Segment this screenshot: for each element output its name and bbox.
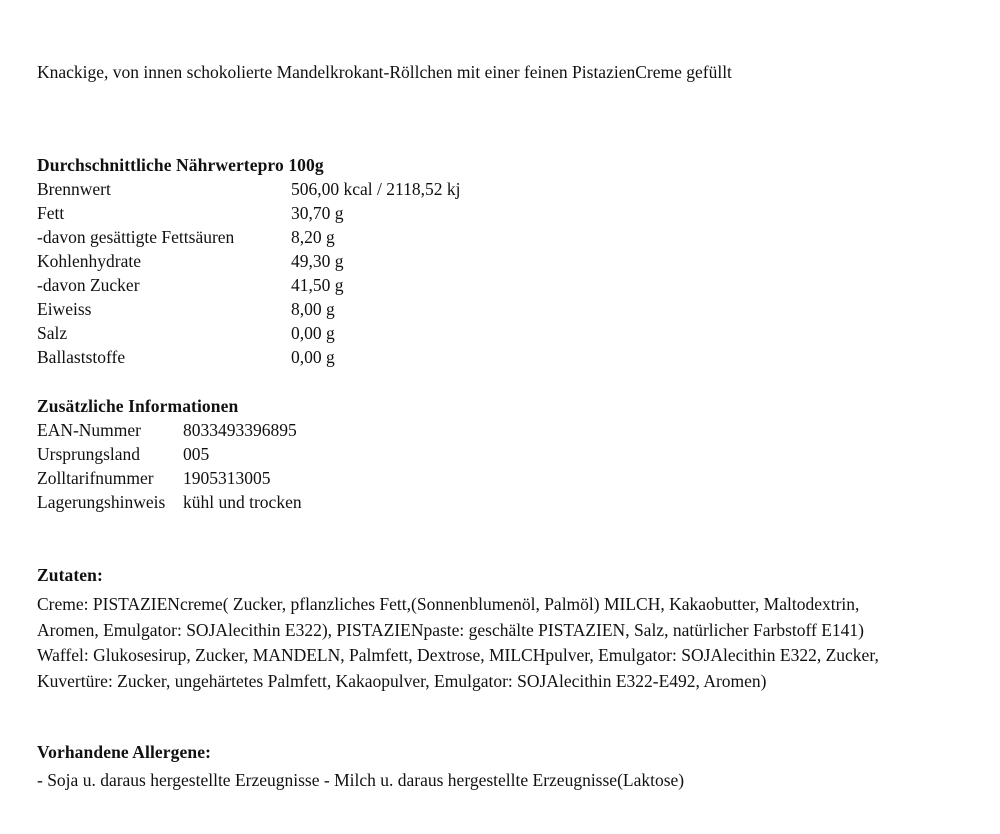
table-row: [37, 345, 460, 369]
nutrition-value: 41,50 g: [291, 275, 344, 295]
nutrition-value: 506,00 kcal / 2118,52 kj: [291, 179, 461, 199]
nutrition-table: [37, 177, 460, 369]
table-row: [37, 249, 460, 273]
nutrition-label: -davon Zucker: [37, 275, 140, 295]
nutrition-label: Kohlenhydrate: [37, 251, 141, 271]
nutrition-value: 0,00 g: [291, 347, 335, 367]
nutrition-value: 0,00 g: [291, 323, 335, 343]
table-row: [37, 418, 302, 442]
table-row: [37, 201, 460, 225]
product-description: Knackige, von innen schokolierte Mandelkrokant-Röllchen mit einer feinen PistazienCreme gefüllt: [37, 62, 732, 82]
nutrition-value: 8,00 g: [291, 299, 335, 319]
info-value: 8033493396895: [183, 420, 297, 440]
info-label: EAN-Nummer: [37, 420, 142, 440]
allergens-heading: Vorhandene Allergene:: [37, 742, 212, 762]
ingredients-section: [37, 563, 909, 694]
table-row: [37, 297, 460, 321]
additional-info-heading: Zusätzliche Informationen: [37, 396, 239, 416]
info-value: kühl und trocken: [183, 492, 302, 512]
nutrition-section: [37, 153, 557, 369]
nutrition-label: -davon gesättigte Fettsäuren: [37, 227, 235, 247]
ingredients-heading: Zutaten:: [37, 565, 103, 585]
info-value: 1905313005: [183, 468, 271, 488]
nutrition-value: 49,30 g: [291, 251, 344, 271]
table-row: [37, 273, 460, 297]
additional-info-table-body: [37, 418, 302, 514]
nutrition-value: 8,20 g: [291, 227, 335, 247]
nutrition-heading: Durchschnittliche Nährwertepro 100g: [37, 155, 324, 175]
nutrition-value: 30,70 g: [291, 203, 344, 223]
allergens-text: - Soja u. daraus hergestellte Erzeugnisse - Milch u. daraus hergestellte Erzeugnisse(Laktose): [37, 770, 685, 790]
nutrition-label: Ballaststoffe: [37, 347, 126, 367]
table-row: [37, 490, 302, 514]
additional-info-table: [37, 418, 302, 514]
table-row: [37, 177, 460, 201]
table-row: [37, 321, 460, 345]
nutrition-label: Brennwert: [37, 179, 111, 199]
allergens-section: [37, 740, 917, 794]
table-row: [37, 442, 302, 466]
info-value: 005: [183, 444, 210, 464]
info-label: Zolltarifnummer: [37, 468, 154, 488]
table-row: [37, 225, 460, 249]
info-label: Ursprungsland: [37, 444, 141, 464]
nutrition-label: Eiweiss: [37, 299, 92, 319]
additional-info-section: [37, 394, 557, 514]
nutrition-label: Salz: [37, 323, 68, 343]
nutrition-label: Fett: [37, 203, 65, 223]
table-row: [37, 466, 302, 490]
info-label: Lagerungshinweis: [37, 492, 166, 512]
ingredients-text: Creme: PISTAZIENcreme( Zucker, pflanzliches Fett,(Sonnenblumenöl, Palmöl) MILCH, Kakaobutter, Maltodextrin, Aromen, Emulgator: SOJAlecithin E322), PISTAZIENpaste: geschälte PISTAZIEN, Salz, natürlicher Farbstoff E141) Waffel: Glukosesirup, Zucker, MANDELN, Palmfett, Dextrose, MILCHpulver, Emulgator: SOJAlecithin E322, Zucker, Kuvertüre: Zucker, ungehärtetes Palmfett, Kakaopulver, Emulgator: SOJAlecithin E322-E492, Aromen): [37, 594, 879, 691]
nutrition-table-body: [37, 177, 460, 369]
